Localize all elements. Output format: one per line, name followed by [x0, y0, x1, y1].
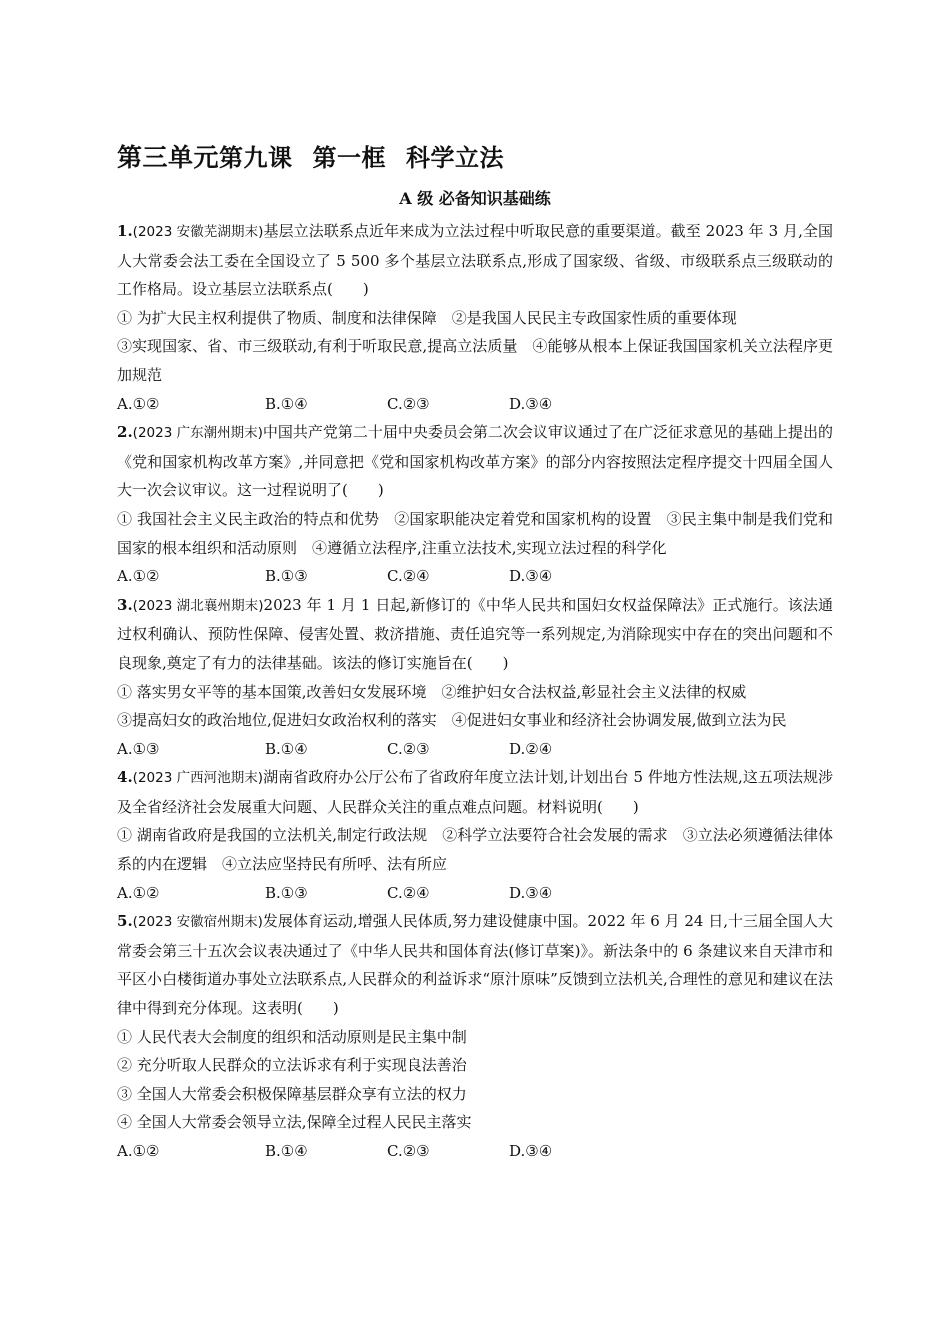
question-5	[117, 907, 833, 1165]
question-number: 2	[117, 423, 128, 442]
option-b[interactable]: B.①④	[265, 1142, 308, 1160]
question-number: 3	[117, 595, 128, 614]
question-text: 2023 年 1 月 1 日起,新修订的《中华人民共和国妇女权益保障法》正式施行。该法通过权利确认、预防性保障、侵害处置、救济措施、责任追究等一系列规定,为消除现实中存在的突出问题和不良现象,奠定了有力的法律基础。该法的修订实施旨在( )	[117, 595, 834, 672]
statement-line: ③提高妇女的政治地位,促进妇女政治权利的落实 ④促进妇女事业和经济社会协调发展,做到立法为民	[117, 711, 787, 730]
question-text: 发展体育运动,增强人民体质,努力建设健康中国。2022 年 6 月 24 日,十三届全国人大常委会第三十五次会议表决通过了《中华人民共和国体育法(修订草案)》。新法条中的 6 条建议来自天津市和平区小白楼街道办事处立法联系点,人民群众的利益诉求“原汁原味”反馈到立法机关,合理性的意见和建议在法律中得到充分体现。这表明( )	[117, 912, 834, 1018]
answer-options	[117, 562, 833, 591]
lesson-title: 第九课	[219, 143, 293, 172]
statement-line: ① 落实男女平等的基本国策,改善妇女发展环境 ②维护妇女合法权益,彰显社会主义法律的权威	[117, 682, 747, 701]
question-number-dot: .	[127, 222, 133, 240]
option-c[interactable]: C.②④	[387, 567, 430, 586]
unit-title: 第三单元	[117, 143, 220, 172]
section-heading: A 级 必备知识基础练	[399, 189, 551, 208]
statement-line: ③实现国家、省、市三级联动,有利于听取民意,提高立法质量 ④能够从根本上保证我国国家机关立法程序更加规范	[117, 337, 833, 384]
question-text: 基层立法联系点近年来成为立法过程中听取民意的重要渠道。截至 2023 年 3 月,全国人大常委会法工委在全国设立了 5 500 多个基层立法联系点,形成了国家级、省级、市级联系点三级联动的工作格局。设立基层立法联系点( )	[117, 222, 834, 299]
option-c[interactable]: C.②③	[387, 394, 430, 413]
question-stem	[117, 907, 833, 1022]
answer-options	[117, 735, 833, 764]
option-a[interactable]: A.①③	[117, 739, 160, 758]
option-c[interactable]: C.②③	[387, 1142, 430, 1160]
statement-line: ② 充分听取人民群众的立法诉求有利于实现良法善治	[117, 1056, 467, 1075]
answer-options	[117, 879, 833, 908]
option-d[interactable]: D.②④	[509, 739, 553, 758]
question-source: (2023 湖北襄州期末)	[132, 597, 264, 614]
question-number-dot: .	[127, 595, 133, 614]
statement-line: ④ 全国人大常委会领导立法,保障全过程人民民主落实	[117, 1113, 472, 1132]
question-text: 中国共产党第二十届中央委员会第二次会议审议通过了在广泛征求意见的基础上提出的《党和国家机构改革方案》,并同意把《党和国家机构改革方案》的部分内容按照法定程序提交十四届全国人大一次会议审议。这一过程说明了( )	[117, 423, 833, 500]
answer-options	[117, 390, 833, 419]
option-d[interactable]: D.③④	[509, 1142, 553, 1160]
option-b[interactable]: B.①③	[265, 567, 308, 586]
question-number: 5	[117, 912, 128, 931]
option-a[interactable]: A.①②	[117, 1142, 160, 1160]
question-source: (2023 安徽芜湖期末)	[132, 224, 264, 240]
question-list	[117, 217, 833, 1166]
question-4	[117, 763, 833, 907]
option-b[interactable]: B.①④	[265, 739, 308, 758]
option-a[interactable]: A.①②	[117, 567, 160, 586]
option-b[interactable]: B.①④	[265, 394, 308, 413]
option-a[interactable]: A.①②	[117, 883, 160, 902]
frame-title: 第一框	[312, 143, 387, 172]
document-page	[117, 143, 833, 1166]
question-number-dot: .	[127, 912, 133, 931]
question-text: 湖南省政府办公厅公布了省政府年度立法计划,计划出台 5 件地方性法规,这五项法规涉及全省经济社会发展重大问题、人民群众关注的重点难点问题。材料说明( )	[117, 768, 834, 816]
statement-line: ① 我国社会主义民主政治的特点和优势 ②国家职能决定着党和国家机构的设置 ③民主集中制是我们党和国家的根本组织和活动原则 ④遵循立法程序,注重立法技术,实现立法过程的科学化	[117, 509, 833, 557]
question-stem	[117, 418, 833, 505]
question-source: (2023 安徽宿州期末)	[132, 914, 263, 931]
option-c[interactable]: C.②④	[387, 883, 430, 902]
topic-title: 科学立法	[406, 143, 505, 172]
statement-line: ③ 全国人大常委会积极保障基层群众享有立法的权力	[117, 1084, 467, 1103]
question-3	[117, 591, 833, 764]
question-source: (2023 广东潮州期末)	[132, 425, 263, 442]
option-d[interactable]: D.③④	[509, 883, 553, 902]
statement-line: ① 人民代表大会制度的组织和活动原则是民主集中制	[117, 1027, 467, 1046]
question-2	[117, 418, 833, 591]
question-stem	[117, 217, 833, 304]
statement-line: ① 湖南省政府是我国的立法机关,制定行政法规 ②科学立法要符合社会发展的需求 ③立法必须遵循法律体系的内在逻辑 ④立法应坚持民有所呼、法有所应	[117, 826, 833, 874]
option-c[interactable]: C.②③	[387, 739, 430, 758]
question-number: 4	[117, 768, 128, 787]
question-stem	[117, 763, 833, 821]
page-title	[117, 143, 833, 173]
question-stem	[117, 591, 833, 678]
statement-line: ① 为扩大民主权利提供了物质、制度和法律保障 ②是我国人民民主专政国家性质的重要体现	[117, 308, 737, 327]
question-number: 1	[117, 222, 128, 240]
question-number-dot: .	[127, 768, 133, 787]
question-1	[117, 217, 833, 418]
option-d[interactable]: D.③④	[509, 394, 553, 413]
question-source: (2023 广西河池期末)	[132, 770, 264, 787]
option-b[interactable]: B.①③	[265, 883, 308, 902]
option-a[interactable]: A.①②	[117, 394, 160, 413]
answer-options	[117, 1137, 833, 1166]
option-d[interactable]: D.③④	[509, 567, 553, 586]
question-number-dot: .	[127, 423, 133, 442]
